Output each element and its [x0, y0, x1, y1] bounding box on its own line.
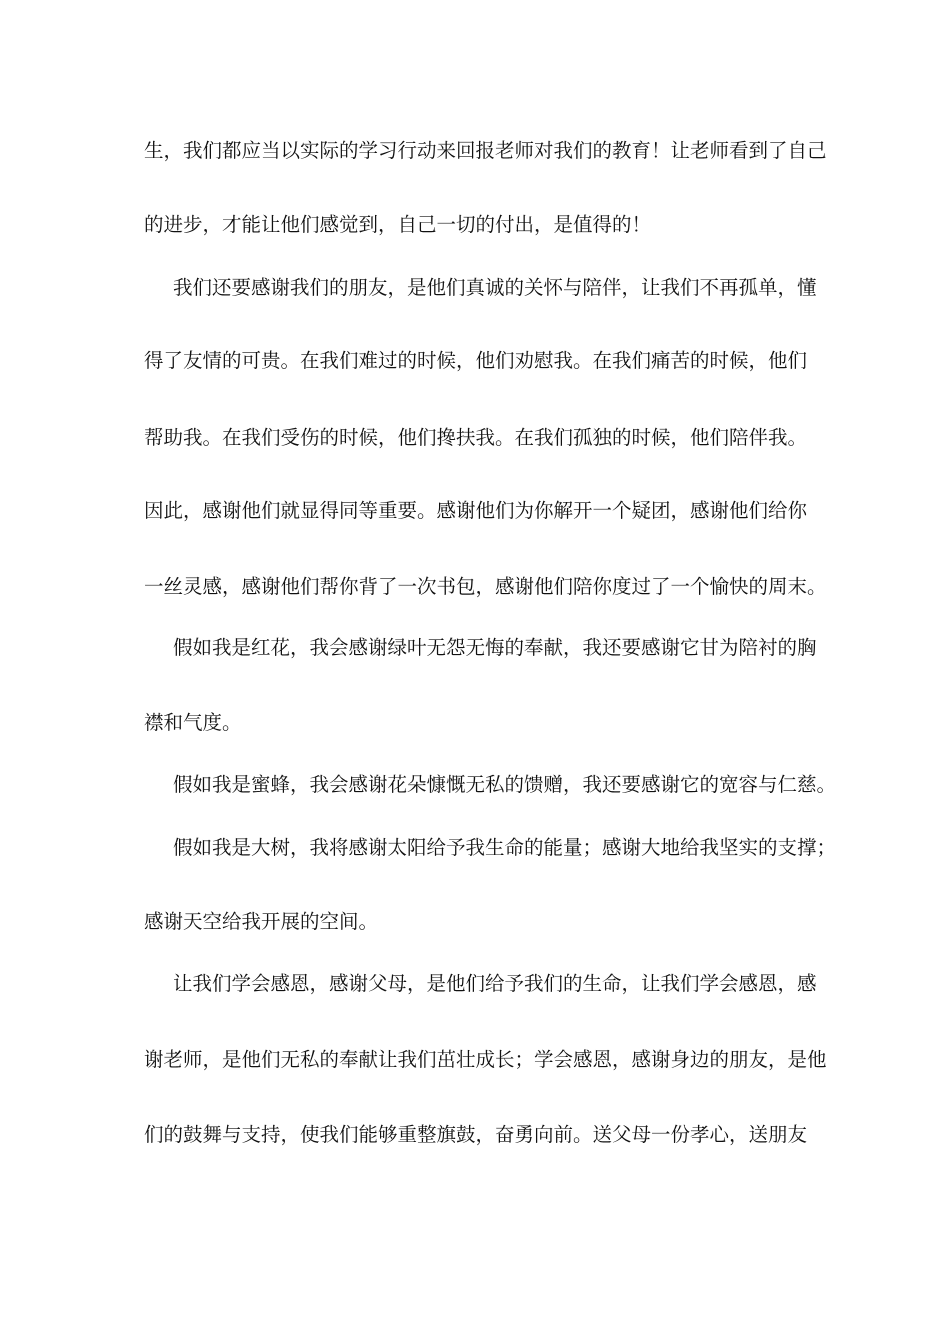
text-line-content: 让我们学会感恩，感谢父母，是他们给予我们的生命，让我们学会感恩，感: [173, 972, 817, 995]
text-line: [0, 575, 950, 599]
text-line: [0, 1123, 950, 1147]
text-line-content: 的进步，才能让他们感觉到，自己一切的付出，是值得的！: [144, 213, 652, 236]
text-line-content: 生，我们都应当以实际的学习行动来回报老师对我们的教育！让老师看到了自己: [144, 139, 827, 162]
text-line-content: 谢老师，是他们无私的奉献让我们茁壮成长；学会感恩，感谢身边的朋友，是他: [144, 1048, 827, 1071]
text-line: [0, 139, 950, 163]
text-line-content: 假如我是大树，我将感谢太阳给予我生命的能量；感谢大地给我坚实的支撑；: [173, 836, 837, 859]
text-line-content: 帮助我。在我们受伤的时候，他们搀扶我。在我们孤独的时候，他们陪伴我。: [144, 426, 808, 449]
paragraph-start-line: [0, 972, 950, 996]
text-line: [0, 910, 950, 934]
text-line-content: 襟和气度。: [144, 711, 242, 734]
text-line-content: 们的鼓舞与支持，使我们能够重整旗鼓，奋勇向前。送父母一份孝心，送朋友: [144, 1123, 808, 1146]
text-line-content: 我们还要感谢我们的朋友，是他们真诚的关怀与陪伴，让我们不再孤单，懂: [173, 276, 817, 299]
paragraph-start-line: [0, 773, 950, 797]
text-line-content: 假如我是蜜蜂，我会感谢花朵慷慨无私的馈赠，我还要感谢它的宽容与仁慈。: [173, 773, 837, 796]
text-line-content: 感谢天空给我开展的空间。: [144, 910, 379, 933]
text-line-content: 得了友情的可贵。在我们难过的时候，他们劝慰我。在我们痛苦的时候，他们: [144, 349, 808, 372]
text-line: [0, 499, 950, 523]
text-line-content: 一丝灵感，感谢他们帮你背了一次书包，感谢他们陪你度过了一个愉快的周末。: [144, 575, 827, 598]
text-line: [0, 426, 950, 450]
text-line: [0, 1048, 950, 1072]
text-line-content: 因此，感谢他们就显得同等重要。感谢他们为你解开一个疑团，感谢他们给你: [144, 499, 808, 522]
paragraph-start-line: [0, 636, 950, 660]
paragraph-start-line: [0, 276, 950, 300]
text-line: [0, 213, 950, 237]
paragraph-start-line: [0, 836, 950, 860]
text-line: [0, 349, 950, 373]
text-line-content: 假如我是红花，我会感谢绿叶无怨无悔的奉献，我还要感谢它甘为陪衬的胸: [173, 636, 817, 659]
text-line: [0, 711, 950, 735]
